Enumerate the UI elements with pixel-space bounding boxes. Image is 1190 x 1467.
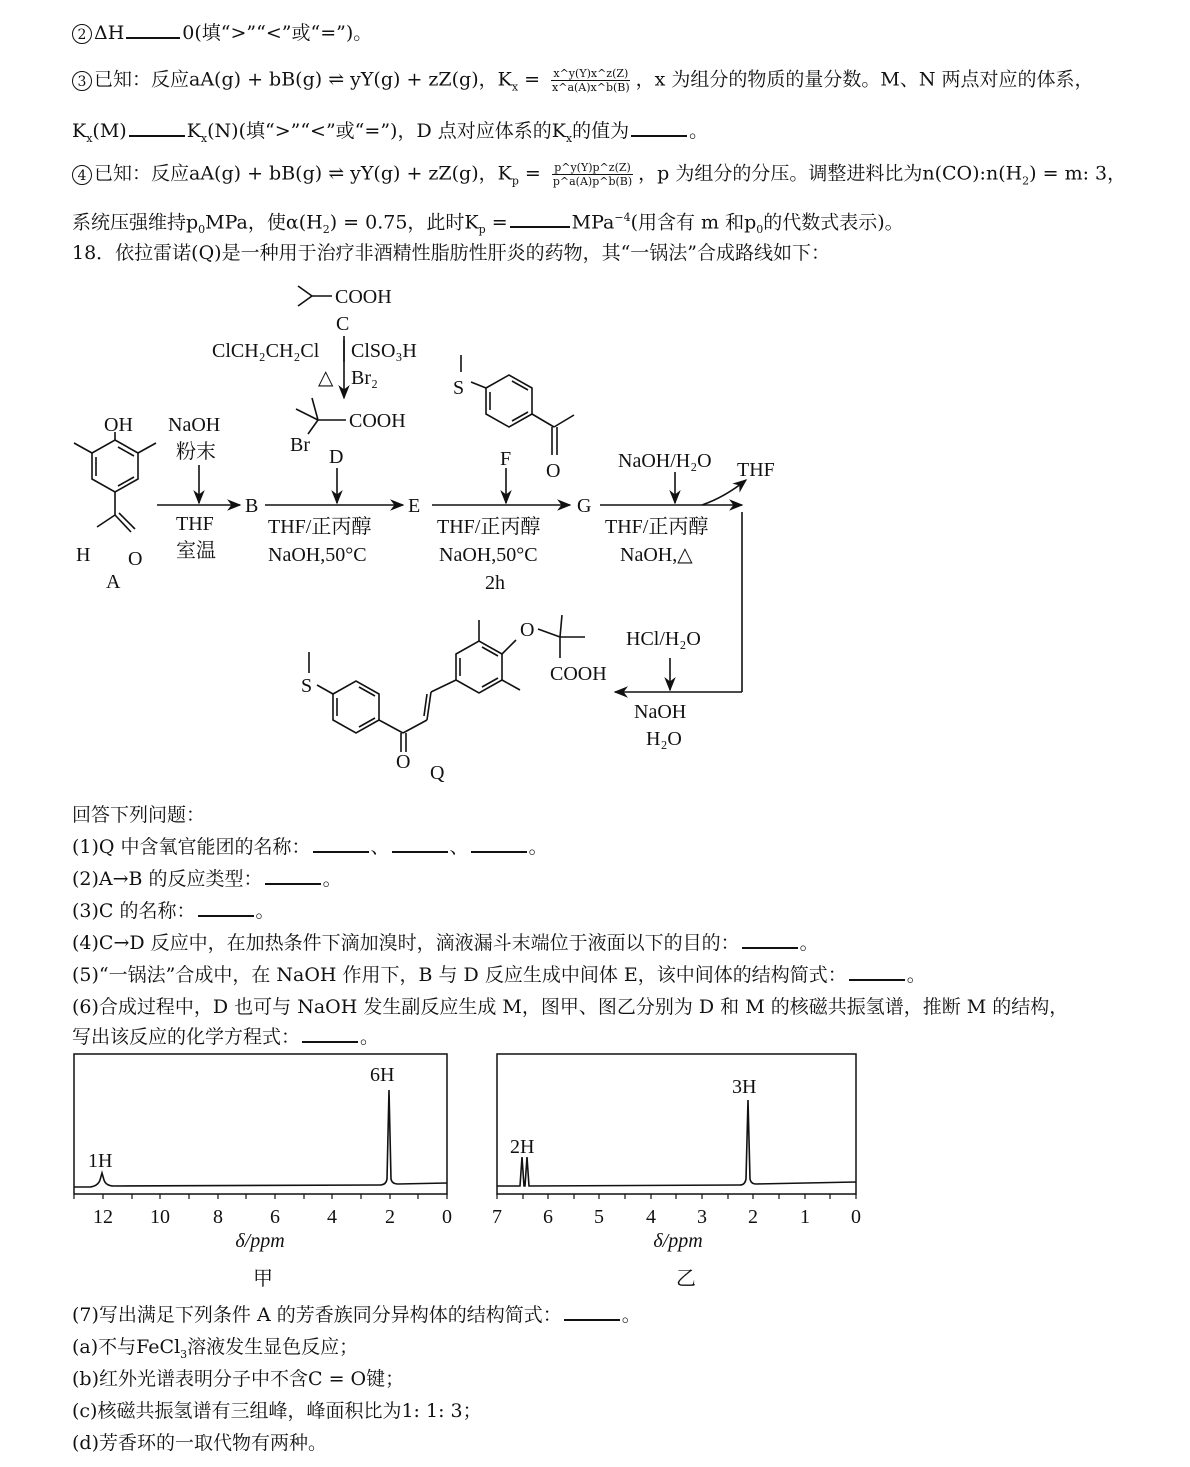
svg-text:NaOH: NaOH	[634, 701, 687, 723]
label-d: D	[329, 446, 344, 468]
svg-text:OH: OH	[104, 414, 133, 436]
circled-number: 4	[72, 165, 92, 185]
answer-blank[interactable]	[302, 1039, 358, 1043]
svg-text:COOH: COOH	[335, 286, 392, 308]
svg-text:H: H	[76, 544, 91, 566]
x-axis-label: δ/ppm	[235, 1230, 285, 1252]
answer-blank[interactable]	[742, 945, 798, 949]
svg-text:O: O	[546, 460, 561, 482]
svg-text:NaOH,△: NaOH,△	[620, 544, 693, 566]
q17-part3-line1: 3 已知：反应aA(g) + bB(g) ⇌ yY(g) + zZ(g)，$K_x$ = $\frac{x\^{}y(Y)x\^{}z(Z)}{x\^{}a(A)x\^{}b(B)}$ ，x 为组分的物质的量分数。M、N 两点对应的体系，	[72, 68, 1094, 93]
answer-blank[interactable]	[631, 133, 687, 137]
svg-text:ClSO₃H: ClSO₃H	[351, 340, 417, 362]
svg-text:0: 0	[851, 1206, 861, 1228]
svg-text:5: 5	[594, 1206, 604, 1228]
question-1: (1)Q 中含氧官能团的名称： 、 、 。	[72, 836, 548, 858]
answer-blank[interactable]	[564, 1317, 620, 1321]
svg-text:1H: 1H	[88, 1150, 113, 1172]
svg-text:NaOH,50°C: NaOH,50°C	[268, 544, 367, 566]
svg-text:COOH: COOH	[349, 410, 406, 432]
q18-intro: 18．依拉雷诺(Q)是一种用于治疗非酒精性脂肪性肝炎的药物，其“一锅法”合成路线如下：	[72, 242, 831, 264]
answer-blank[interactable]	[313, 849, 369, 853]
compound-a-structure	[74, 432, 156, 532]
question-6: (6)合成过程中，D 也可与 NaOH 发生副反应生成 M，图甲、图乙分别为 D 和 M 的核磁共振氢谱，推断 M 的结构，	[72, 996, 1069, 1018]
answer-blank[interactable]	[265, 881, 321, 885]
q17-part4-line1: 4 已知：反应aA(g) + bB(g) ⇌ yY(g) + zZ(g)，$K_p$ = $\frac{p\^{}y(Y)p\^{}z(Z)}{p\^{}a(A)p\^{}b(B)}$ ，p 为组分的分压。调整进料比为$n(CO):n(H_2) = m$: 3，	[72, 162, 1126, 187]
label-f: F	[500, 448, 512, 470]
answer-intro: 回答下列问题：	[72, 804, 206, 826]
kp-fraction: $\frac{p\^{}y(Y)p\^{}z(Z)}{p\^{}a(A)p\^{}b(B)}$	[552, 161, 633, 188]
svg-text:S: S	[301, 675, 313, 697]
svg-text:THF: THF	[176, 513, 214, 535]
answer-blank[interactable]	[392, 849, 448, 853]
svg-text:O: O	[520, 619, 535, 641]
answer-blank[interactable]	[471, 849, 527, 853]
label-g: G	[577, 495, 592, 517]
svg-text:THF: THF	[737, 459, 775, 481]
label-a: A	[106, 571, 121, 593]
svg-text:NaOH,50°C: NaOH,50°C	[439, 544, 538, 566]
nmr-spectrum-yi	[480, 1045, 880, 1295]
chart-title: 乙	[676, 1268, 696, 1290]
svg-text:8: 8	[213, 1206, 223, 1228]
synthesis-scheme	[0, 270, 1190, 790]
circled-number: 3	[72, 71, 92, 91]
svg-text:4: 4	[646, 1206, 656, 1228]
svg-text:S: S	[453, 377, 465, 399]
label-e: E	[408, 495, 421, 517]
svg-text:THF/正丙醇: THF/正丙醇	[437, 516, 541, 538]
q17-part2: 2 ΔH 0(填“>”“<”或“=”)。	[72, 24, 372, 44]
svg-text:O: O	[128, 548, 143, 570]
chart-title: 甲	[253, 1268, 273, 1290]
svg-text:2H: 2H	[510, 1136, 535, 1158]
x-axis-label: δ/ppm	[653, 1230, 703, 1252]
svg-text:ClCH₂CH₂Cl: ClCH₂CH₂Cl	[212, 340, 320, 362]
svg-text:2: 2	[385, 1206, 395, 1228]
svg-text:3: 3	[697, 1206, 707, 1228]
svg-text:室温: 室温	[176, 540, 216, 562]
compound-q-structure	[309, 615, 585, 752]
svg-text:1: 1	[800, 1206, 810, 1228]
label-c: C	[336, 313, 350, 335]
condition-c: (c)核磁共振氢谱有三组峰，峰面积比为1: 1: 3；	[72, 1400, 482, 1422]
answer-blank[interactable]	[510, 224, 570, 228]
svg-text:O: O	[396, 751, 411, 773]
condition-a: (a)不与FeCl$_3$溶液发生显色反应；	[72, 1336, 359, 1361]
condition-b: (b)红外光谱表明分子中不含C = O键；	[72, 1368, 405, 1390]
q17-part4-line2: 系统压强维持$p_0MPa$，使$\alpha(H_2) = 0.75$，此时$K_p = MPa^{-4}$(用含有 m 和$p_0$的代数式表示)。	[72, 211, 904, 237]
q17-part3-line2: $K_x(M)$ $K_x(N)$(填“>”“<”或“=”)，D 点对应体系的$K_x$的值为 。	[72, 120, 709, 145]
svg-text:0: 0	[442, 1206, 452, 1228]
circled-number: 2	[72, 24, 92, 44]
svg-text:COOH: COOH	[550, 663, 607, 685]
svg-text:7: 7	[492, 1206, 502, 1228]
label-q: Q	[430, 762, 445, 784]
condition-d: (d)芳香环的一取代物有两种。	[72, 1432, 327, 1454]
question-6-cont: 写出该反应的化学方程式： 。	[72, 1026, 380, 1048]
svg-text:10: 10	[150, 1206, 170, 1228]
answer-blank[interactable]	[129, 133, 185, 137]
question-3: (3)C 的名称： 。	[72, 900, 275, 922]
question-7: (7)写出满足下列条件 A 的芳香族同分异构体的结构简式： 。	[72, 1304, 641, 1326]
kx-fraction: $\frac{x\^{}y(Y)x\^{}z(Z)}{x\^{}a(A)x\^{}b(B)}$	[552, 67, 630, 94]
svg-text:4: 4	[327, 1206, 337, 1228]
svg-text:△: △	[318, 367, 334, 389]
question-2: (2)A→B 的反应类型： 。	[72, 868, 342, 890]
svg-text:6: 6	[543, 1206, 553, 1228]
nmr-spectrum-jia	[60, 1045, 480, 1295]
answer-blank[interactable]	[849, 977, 905, 981]
label-b: B	[245, 495, 259, 517]
svg-text:2h: 2h	[485, 572, 505, 594]
svg-text:6: 6	[270, 1206, 280, 1228]
svg-text:HCl/H₂O: HCl/H₂O	[626, 628, 701, 650]
svg-text:3H: 3H	[732, 1076, 757, 1098]
svg-text:12: 12	[93, 1206, 113, 1228]
svg-text:NaOH/H₂O: NaOH/H₂O	[618, 450, 712, 472]
svg-text:2: 2	[748, 1206, 758, 1228]
svg-text:6H: 6H	[370, 1064, 395, 1086]
svg-text:Br: Br	[290, 434, 310, 456]
svg-text:THF/正丙醇: THF/正丙醇	[268, 516, 372, 538]
question-4: (4)C→D 反应中，在加热条件下滴加溴时，滴液漏斗末端位于液面以下的目的： 。	[72, 932, 819, 954]
answer-blank[interactable]	[198, 913, 254, 917]
question-5: (5)“一锅法”合成中，在 NaOH 作用下，B 与 D 反应生成中间体 E，该中间体的结构简式： 。	[72, 964, 926, 986]
answer-blank[interactable]	[126, 35, 180, 39]
svg-text:Br₂: Br₂	[351, 367, 378, 389]
svg-text:THF/正丙醇: THF/正丙醇	[605, 516, 709, 538]
svg-text:NaOH: NaOH	[168, 414, 221, 436]
svg-text:H₂O: H₂O	[646, 728, 682, 750]
svg-text:粉末: 粉末	[176, 441, 216, 463]
